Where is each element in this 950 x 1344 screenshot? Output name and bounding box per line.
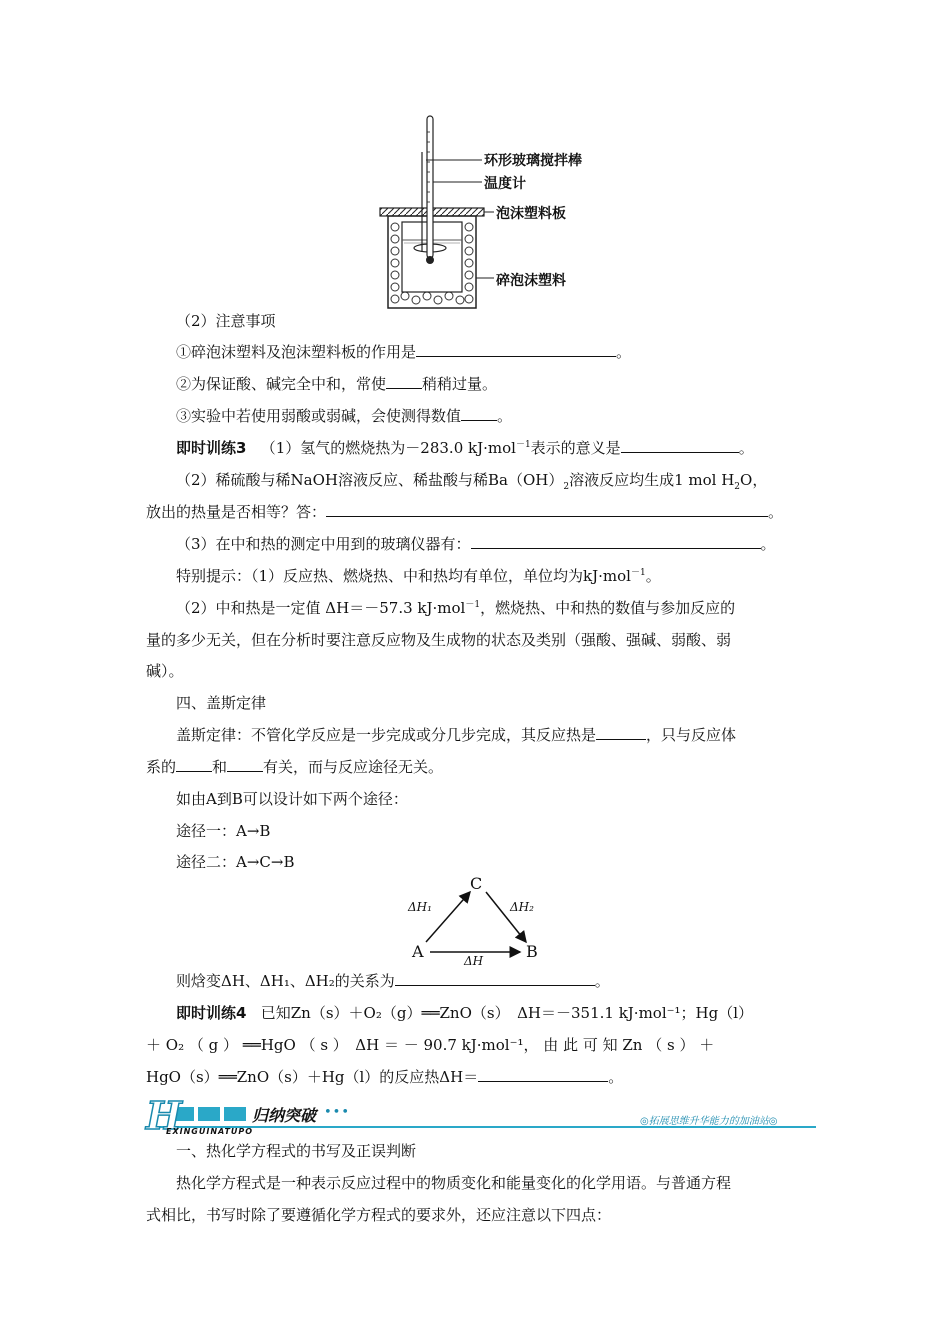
answer-blank[interactable] <box>461 406 497 421</box>
hess-path-2: 途径二：A→C→B <box>176 853 295 871</box>
exercise3-q1: 即时训练3 （1）氢气的燃烧热为－283.0 kJ·mol$^{-1}$表示的意义是 。 <box>176 439 754 457</box>
hess-paragraph-line2: 系的 和 有关，而与反应途径无关。 <box>146 758 444 776</box>
notes-heading: （2）注意事项 <box>176 312 276 330</box>
answer-blank[interactable] <box>227 757 263 772</box>
exercise4-line1: 即时训练4 已知Zn（s）＋O₂（g）══ZnO（s） ΔH＝－351.1 kJ·mol⁻¹；Hg（l） <box>176 1004 754 1022</box>
answer-blank[interactable] <box>416 342 616 357</box>
notes-item-2: ②为保证酸、碱完全中和，常使 稍稍过量。 <box>176 375 498 393</box>
exercise3-q2-answer: 放出的热量是否相等？答： 。 <box>146 503 784 521</box>
label-dh: ΔH <box>464 954 484 968</box>
exercise3-q2: （2）稀硫酸与稀NaOH溶液反应、稀盐酸与稀$Ba(OH)_2$溶液反应均生成1 mol $H_2O$， <box>176 471 768 492</box>
node-b: B <box>526 942 538 961</box>
hess-relation: 则焓变ΔH、ΔH₁、ΔH₂的关系为 。 <box>176 972 610 990</box>
answer-blank[interactable] <box>471 534 761 549</box>
exercise4-line2: ＋ O₂ （ g ） ══HgO （ s ） ΔH ＝ － 90.7 kJ·mol⁻¹， 由 此 可 知 Zn （ s ） ＋ <box>146 1036 715 1054</box>
answer-blank[interactable] <box>176 757 212 772</box>
section-banner <box>146 1095 816 1139</box>
summary-heading: 一、热化学方程式的书写及正误判断 <box>176 1142 417 1160</box>
tip-2-line3: 碱）。 <box>146 662 184 680</box>
tip-2-line2: 量的多少无关，但在分析时要注意反应物及生成物的状态及类别（强酸、强碱、弱酸、弱 <box>146 631 732 649</box>
hess-paths-intro: 如由A到B可以设计如下两个途径： <box>176 790 408 808</box>
apparatus-label-foam-board: 泡沫塑料板 <box>496 206 566 222</box>
apparatus-figure <box>370 112 600 312</box>
summary-paragraph-line2: 式相比，书写时除了要遵循化学方程式的要求外，还应注意以下四点： <box>146 1206 612 1224</box>
notes-item-3: ③实验中若使用弱酸或弱碱，会使测得数值 。 <box>176 407 513 425</box>
apparatus-label-stirrer: 环形玻璃搅拌棒 <box>484 153 582 169</box>
hess-heading: 四、盖斯定律 <box>176 694 267 712</box>
hess-path-1: 途径一：A→B <box>176 822 271 840</box>
answer-blank[interactable] <box>386 374 422 389</box>
banner-dots: ••• <box>324 1105 351 1120</box>
answer-blank[interactable] <box>326 502 768 517</box>
label-dh2: ΔH₂ <box>510 900 534 914</box>
hess-cycle-diagram <box>400 874 560 966</box>
banner-title: 归纳突破 <box>252 1106 317 1125</box>
answer-blank[interactable] <box>478 1067 608 1082</box>
answer-blank[interactable] <box>395 971 595 986</box>
banner-pinyin: EXINGUINATUPO <box>166 1127 254 1136</box>
node-a: A <box>412 942 424 961</box>
exercise-label: 即时训练4 <box>176 1004 247 1022</box>
exercise4-line3: HgO（s）══ZnO（s）＋Hg（l）的反应热ΔH＝ 。 <box>146 1068 624 1086</box>
notes-item-1: ①碎泡沫塑料及泡沫塑料板的作用是 。 <box>176 343 632 361</box>
label-dh1: ΔH₁ <box>408 900 432 914</box>
banner-letter: H <box>146 1093 182 1138</box>
apparatus-label-thermometer: 温度计 <box>484 176 526 192</box>
summary-paragraph-line1: 热化学方程式是一种表示反应过程中的物质变化和能量变化的化学用语。与普通方程 <box>176 1174 732 1192</box>
banner-slogan: ◎拓展思维升华能力的加油站◎ <box>640 1116 778 1127</box>
apparatus-label-foam-pieces: 碎泡沫塑料 <box>496 273 566 289</box>
tip-1: 特别提示：（1）反应热、燃烧热、中和热均有单位，单位均为kJ·mol$^{-1}$。 <box>176 567 661 585</box>
answer-blank[interactable] <box>621 438 739 453</box>
hess-paragraph-line1: 盖斯定律：不管化学反应是一步完成或分几步完成，其反应热是 ，只与反应体 <box>176 726 737 744</box>
exercise-label: 即时训练3 <box>176 439 247 457</box>
tip-2-line1: （2）中和热是一定值 ΔH＝－57.3 kJ·mol$^{-1}$，燃烧热、中和热的数值与参加反应的 <box>176 599 736 617</box>
exercise3-q3: （3）在中和热的测定中用到的玻璃仪器有： 。 <box>176 535 776 553</box>
answer-blank[interactable] <box>596 725 646 740</box>
node-c: C <box>470 874 483 893</box>
